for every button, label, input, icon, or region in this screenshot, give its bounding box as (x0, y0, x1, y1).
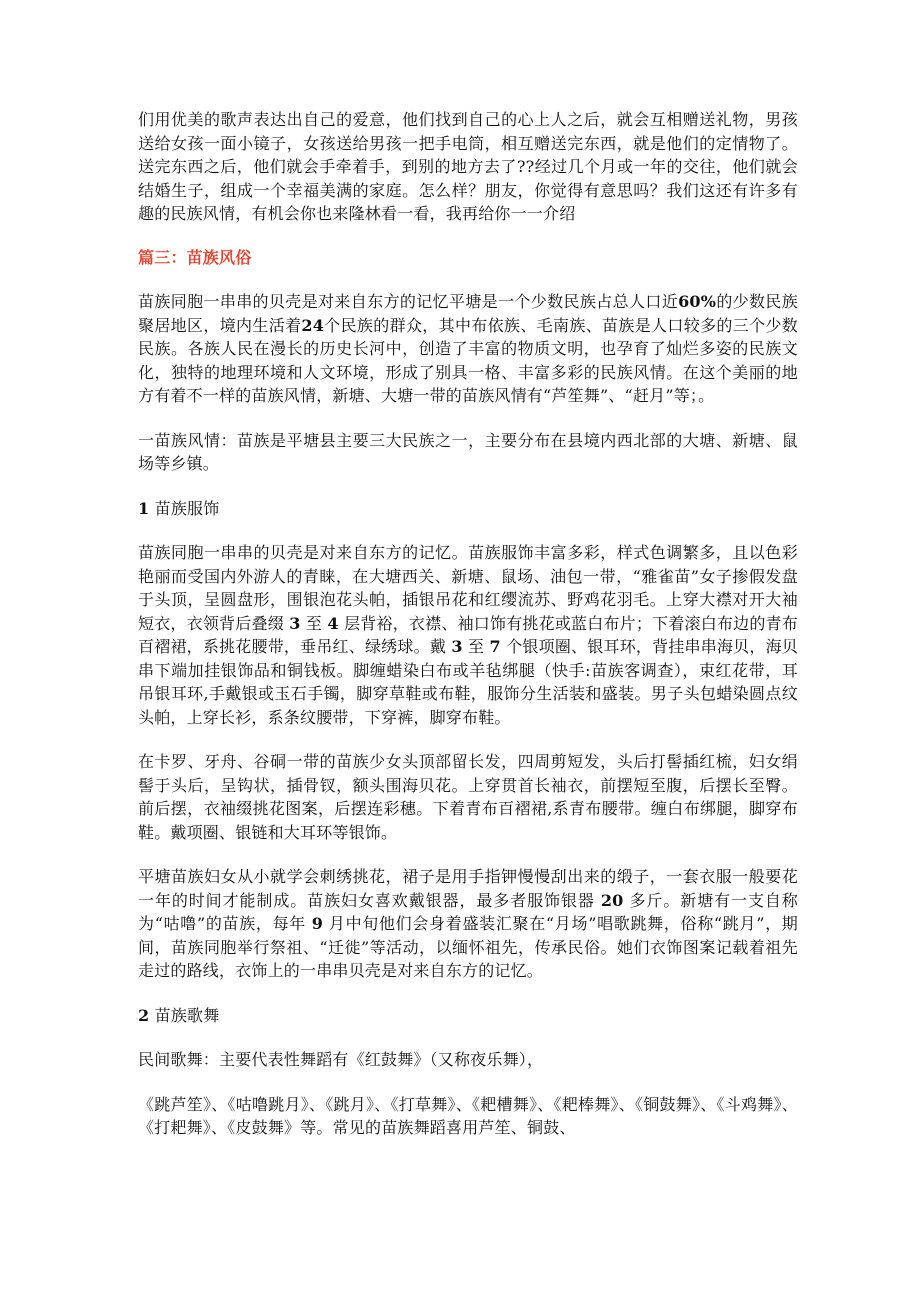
overview-text-1: 苗族同胞一串串的贝壳是对来自东方的记忆平塘是一个少数民族占总人口近 (138, 292, 679, 311)
section-heading: 篇三：苗族风俗 (138, 247, 252, 267)
costume-p1-bold-3: 3 (451, 637, 463, 656)
costume-p1-text-5: 个银项圈、银耳环，背挂串串海贝，海贝串下端加挂银饰品和铜钱板。脚缠蜡染白布或羊毡绑腿（快手:苗族客调查），束红花带，耳吊银耳环,手戴银或玉石手镯，脚穿草鞋或布鞋，服饰分生活装和盛装。男子头包蜡染圆点纹头帕，上穿长衫，系条纹腰带，下穿裤，脚穿布鞋。 (138, 637, 799, 727)
overview-text-2: 的少数民族聚居地区，境内生活着 (138, 292, 798, 335)
dance-heading (138, 1004, 798, 1028)
intro-paragraph: 们用优美的歌声表达出自己的爱意，他们找到自己的心上人之后，就会互相赠送礼物，男孩送给女孩一面小镜子，女孩送给男孩一把手电筒，相互赠送完东西，就是他们的定情物了。送完东西之后，他们就会手牵着手，到别的地方去了??经过几个月或一年的交往，他们就会结婚生子，组成一个幸福美满的家庭。怎么样？朋友，你觉得有意思吗？我们这还有许多有趣的民族风情，有机会你也来隆林看一看，我再给你一一介绍 (138, 110, 798, 223)
costume-p3-bold-2: 9 (311, 914, 324, 933)
costume-p3-text-3: 月中旬他们会身着盛装汇聚在“月场”唱歌跳舞，俗称“跳月”，期间，苗族同胞举行祭祖、“迁徙”等活动，以缅怀祖先，传承民俗。她们衣饰图案记载着祖先走过的路线，衣饰上的一串串贝壳是对来自东方的记忆。 (138, 914, 798, 980)
costume-heading-number: 1 (138, 498, 150, 518)
costume-p1-text-4: 至 (468, 637, 485, 656)
costume-heading (138, 497, 798, 521)
costume-p3-text-2: 多斤。新塘有一支自称为“咕噜”的苗族，每年 (138, 890, 798, 933)
costume-p1-bold-1: 3 (289, 613, 301, 633)
costume-p3-bold-1: 20 (600, 890, 624, 910)
costume-p1-text-3: 层背裕，衣襟、袖口饰有挑花或蓝白布片；下着滚白布边的青布百褶裙，系挑花腰带，垂吊红、绿绣球。戴 (138, 613, 799, 656)
costume-p1-bold-4: 7 (489, 637, 501, 656)
dance-paragraph-1: 民间歌舞：主要代表性舞蹈有《红鼓舞》（又称夜乐舞）， (138, 1050, 544, 1069)
overview-text-3: 个民族的群众，其中布依族、毛南族、苗族是人口较多的三个少数民族。各族人民在漫长的历史长河中，创造了丰富的物质文明，也孕育了灿烂多姿的民族文化，独特的地理环境和人文环境，形成了别具一格、丰富多彩的民族风情。在这个美丽的地方有着不一样的苗族风情，新塘、大塘一带的苗族风情有“芦笙舞”、“赶月”等；。 (138, 315, 798, 405)
costume-p3-text-1: 平塘苗族妇女从小就学会刺绣挑花，裙子是用手指钾慢慢刮出来的缎子，一套衣服一般要花一年的时间才能制成。苗族妇女喜欢戴银器，最多者服饰银器 (138, 867, 798, 910)
dance-heading-number: 2 (138, 1005, 150, 1025)
costume-p1-text-1: 苗族同胞一串串的贝壳是对来自东方的记忆。苗族服饰丰富多彩，样式色调繁多，且以色彩艳丽而受国内外游人的青睐，在大塘西关、新塘、鼠场、油包一带，“雅雀苗”女子掺假发盘于头顶，呈圆盘形，围银泡花头帕，插银吊花和红缨流苏、野鸡花羽毛。上穿大襟对开大袖短衣，衣领背后叠缀 (138, 543, 798, 633)
costume-paragraph-3 (138, 865, 798, 983)
overview-bold-percent: 60% (678, 292, 717, 311)
costume-paragraph-2: 在卡罗、牙舟、谷硐一带的苗族少女头顶部留长发，四周剪短发，头后打髻插红梳，妇女绢髻于头后，呈钩状，插骨钗，额头围海贝花。上穿贯首长袖衣，前摆短至腹，后摆长至臀。前后摆，衣袖缀挑花图案，后摆连彩穗。下着青布百褶裙,系青布腰带。缠白布绑腿，脚穿布鞋。戴项圈、银链和大耳环等银饰。 (138, 752, 798, 842)
dance-heading-title: 苗族歌舞 (154, 1005, 220, 1025)
overview-paragraph (138, 290, 798, 408)
costume-p1-text-2: 至 (305, 613, 323, 633)
dance-paragraph-2: 《跳芦笙》、《咕噜跳月》、《跳月》、《打草舞》、《耙槽舞》、《耙棒舞》、《铜鼓舞》、《斗鸡舞》、《打耙舞》、《皮鼓舞》等。常见的苗族舞蹈喜用芦笙、铜鼓、 (138, 1094, 798, 1137)
costume-paragraph-1 (138, 541, 798, 729)
costume-heading-title: 苗族服饰 (154, 498, 220, 518)
document-page (138, 108, 798, 1140)
overview-bold-count: 24 (301, 315, 325, 335)
costume-p1-bold-2: 4 (327, 613, 339, 633)
customs-paragraph: 一苗族风情：苗族是平塘县主要三大民族之一，主要分布在县境内西北部的大塘、新塘、鼠场等乡镇。 (138, 430, 798, 473)
